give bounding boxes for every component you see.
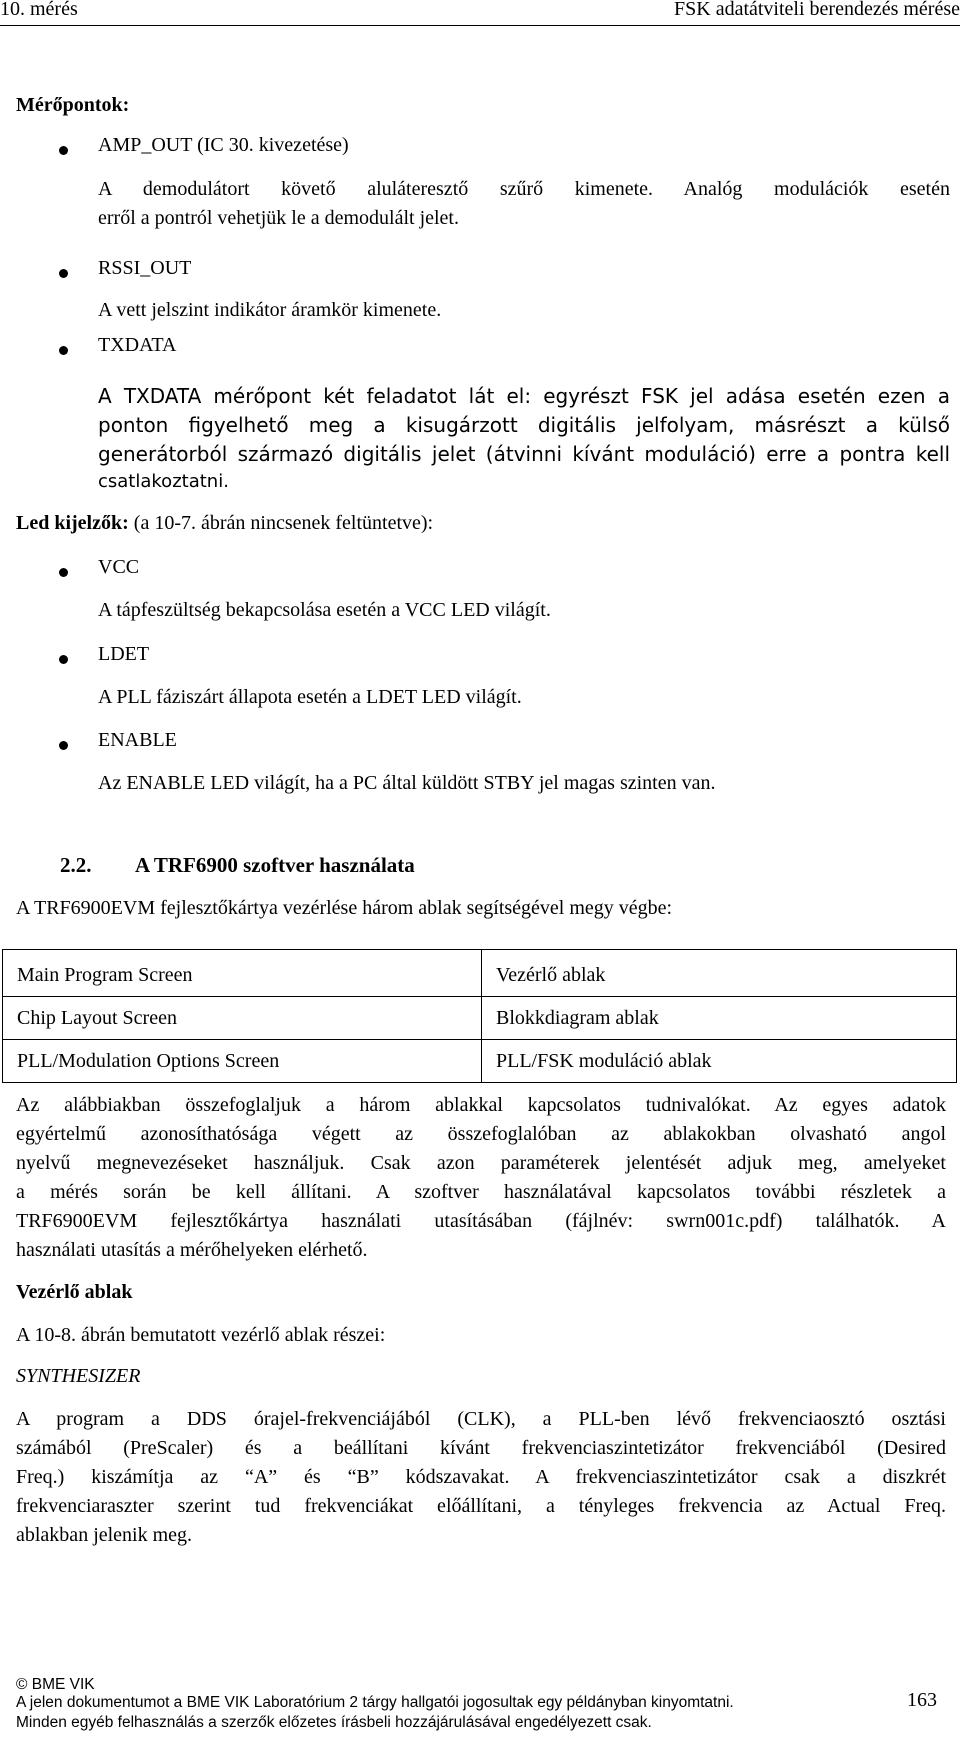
table-row — [3, 950, 957, 997]
leds-title — [16, 512, 433, 535]
page-number: 163 — [907, 1689, 937, 1711]
header-chapter: 10. mérés — [0, 0, 78, 20]
txdata-desc-3: generátorból származó digitális jelet (átvinni kívánt moduláció) erre a pontra kell — [98, 442, 950, 466]
section-intro: A TRF6900EVM fejlesztőkártya vezérlése három ablak segítségével megy végbe: — [16, 897, 673, 919]
section-heading — [60, 853, 415, 878]
amp-out-desc-1: A demodulátort követő aluláteresztő szűrő kimenete. Analóg modulációk esetén — [98, 178, 950, 200]
rssi-out-label: RSSI_OUT — [98, 257, 192, 279]
bullet-icon — [59, 741, 68, 750]
summary-line-6: használati utasítás a mérőhelyeken elérhető. — [16, 1239, 368, 1261]
rssi-out-desc: A vett jelszint indikátor áramkör kimenete. — [98, 299, 442, 321]
summary-line-4: a mérés során be kell állítani. A szoftver használatával kapcsolatos további részletek a — [16, 1181, 946, 1203]
section-number: 2.2. — [60, 853, 92, 877]
amp-out-label: AMP_OUT (IC 30. kivezetése) — [98, 134, 349, 156]
txdata-desc-4: csatlakoztatni. — [98, 471, 229, 492]
vcc-desc: A tápfeszültség bekapcsolása esetén a VCC LED világít. — [98, 599, 551, 621]
summary-line-3: nyelvű megnevezéseket használjuk. Csak azon paraméterek jelentését adjuk meg, amelyeket — [16, 1152, 946, 1174]
synth-line-5: ablakban jelenik meg. — [16, 1524, 193, 1546]
txdata-label: TXDATA — [98, 334, 177, 356]
synthesizer-subtitle: SYNTHESIZER — [16, 1365, 141, 1387]
footer-line-1: A jelen dokumentumot a BME VIK Laboratórium 2 tárgy hallgatói jogosultak egy példányban kinyomtatni. — [16, 1694, 734, 1711]
synth-line-1: A program a DDS órajel-frekvenciájából (CLK), a PLL-ben lévő frekvenciaosztó osztási — [16, 1408, 946, 1430]
table-row — [3, 997, 957, 1040]
measure-points-title: Mérőpontok: — [16, 94, 130, 116]
footer-copyright: © BME VIK — [16, 1676, 95, 1693]
synth-line-4: frekvenciaraszter szerint tud frekvenciákat előállítani, a tényleges frekvencia az Actual Freq. — [16, 1495, 946, 1517]
txdata-desc-2: ponton figyelhető meg a kisugárzott digitális jelfolyam, másrészt a külső — [98, 413, 950, 437]
table-cell: PLL/FSK moduláció ablak — [482, 1040, 957, 1083]
bullet-icon — [59, 655, 68, 664]
amp-out-desc-2: erről a pontról vehetjük le a demodulált jelet. — [98, 207, 459, 229]
windows-table — [2, 949, 957, 1083]
bullet-icon — [59, 568, 68, 577]
table-row — [3, 1040, 957, 1083]
control-window-intro: A 10-8. ábrán bemutatott vezérlő ablak részei: — [16, 1324, 386, 1346]
bullet-icon — [59, 146, 68, 155]
vcc-label: VCC — [98, 556, 140, 578]
control-window-title: Vezérlő ablak — [16, 1281, 133, 1303]
header-divider — [0, 25, 960, 26]
leds-title-rest: (a 10-7. ábrán nincsenek feltüntetve): — [128, 512, 434, 534]
table-cell: Vezérlő ablak — [482, 950, 957, 997]
section-title: A TRF6900 szoftver használata — [135, 853, 415, 877]
bullet-icon — [59, 269, 68, 278]
synth-line-2: számából (PreScaler) és a beállítani kívánt frekvenciaszintetizátor frekvenciából (Desired — [16, 1437, 946, 1459]
header-title: FSK adatátviteli berendezés mérése — [674, 0, 960, 20]
footer-line-2: Minden egyéb felhasználás a szerzők előzetes írásbeli hozzájárulásával engedélyezett csak. — [16, 1714, 652, 1731]
txdata-desc-1: A TXDATA mérőpont két feladatot lát el: egyrészt FSK jel adása esetén ezen a — [98, 384, 950, 408]
synth-line-3: Freq.) kiszámítja az “A” és “B” kódszavakat. A frekvenciaszintetizátor csak a diszkrét — [16, 1466, 946, 1488]
summary-line-5: TRF6900EVM fejlesztőkártya használati utasításában (fájlnév: swrn001c.pdf) találhatók. A — [16, 1210, 946, 1232]
table-cell: PLL/Modulation Options Screen — [3, 1040, 482, 1083]
bullet-icon — [59, 346, 68, 355]
table-cell: Chip Layout Screen — [3, 997, 482, 1040]
ldet-label: LDET — [98, 643, 150, 665]
leds-title-bold: Led kijelzők: — [16, 512, 129, 534]
table-cell: Main Program Screen — [3, 950, 482, 997]
enable-label: ENABLE — [98, 729, 177, 751]
enable-desc: Az ENABLE LED világít, ha a PC által küldött STBY jel magas szinten van. — [98, 772, 716, 794]
summary-line-2: egyértelmű azonosíthatósága végett az összefoglalóban az ablakokban olvasható angol — [16, 1123, 946, 1145]
summary-line-1: Az alábbiakban összefoglaljuk a három ablakkal kapcsolatos tudnivalókat. Az egyes adatok — [16, 1094, 946, 1116]
ldet-desc: A PLL fáziszárt állapota esetén a LDET LED világít. — [98, 686, 522, 708]
table-cell: Blokkdiagram ablak — [482, 997, 957, 1040]
